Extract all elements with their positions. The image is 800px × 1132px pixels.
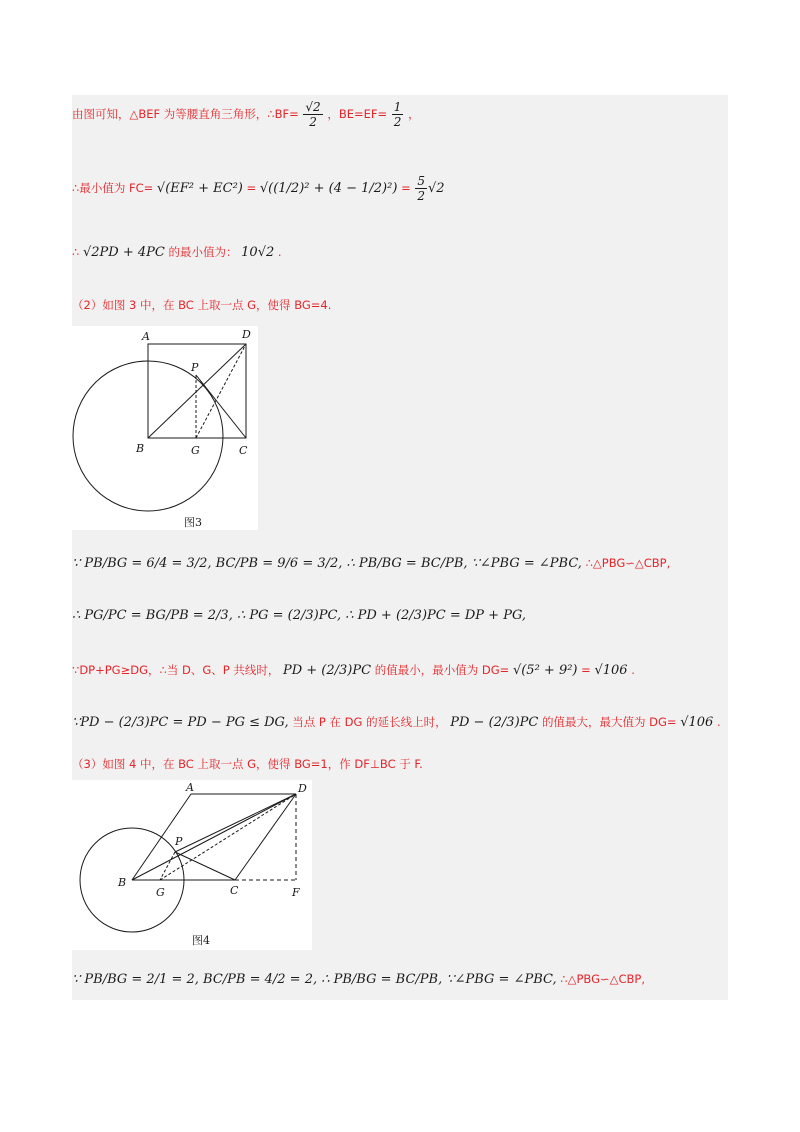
label-p: P (191, 361, 199, 374)
figure-3 (72, 326, 258, 530)
line-min-dg (72, 662, 635, 678)
text-segment: = (401, 181, 411, 195)
text-segment: 由图可知，△BEF 为等腰直角三角形，∴BF= (72, 107, 299, 121)
dg-value: √106 (594, 663, 628, 678)
text-segment: ∵DP+PG≥DG，∴当 D、G、P 共线时， (72, 663, 280, 677)
text-segment: . (716, 715, 721, 729)
ratio-expression: ∵ PB/BG = 6/4 = 3/2, BC/PB = 9/6 = 3/2, ∴ PB/BG = BC/PB, ∵∠PBG = ∠PBC, (72, 556, 582, 571)
text-segment: . (277, 245, 282, 259)
label-c: C (239, 444, 248, 457)
similarity-conclusion: ∴△PBG∽△CBP, (585, 556, 671, 570)
figure-4-diagram (72, 780, 312, 950)
line-similar-triangles-1 (72, 556, 670, 571)
text-segment: ， (408, 107, 420, 121)
numerator: 1 (393, 100, 402, 114)
label-b: B (118, 876, 127, 889)
result-root: √2 (428, 181, 445, 196)
similarity-conclusion: ∴△PBG∽△CBP, (560, 972, 645, 986)
figure-3-diagram (72, 326, 258, 530)
segment-gd (196, 344, 246, 438)
text-segment: ∴ (72, 245, 80, 259)
denominator: 2 (393, 115, 402, 129)
label-d: D (298, 782, 307, 795)
label-b: B (136, 442, 145, 455)
line-min-fc (72, 174, 445, 203)
line-part3-heading: （3）如图 4 中，在 BC 上取一点 G，使得 BG=1，作 DF⊥BC 于 F. (72, 757, 423, 771)
inequality-expression: ∵PD − (2/3)PC = PD − PG ≤ DG, (72, 715, 289, 730)
line-bef-triangle (72, 100, 420, 129)
label-a: A (142, 330, 150, 343)
line-max-dg (72, 714, 721, 730)
label-g: G (191, 444, 200, 457)
figure-4-caption: 图4 (192, 934, 210, 947)
fc-substitution: √((1/2)² + (4 − 1/2)²) (259, 181, 398, 196)
segment-pg (160, 852, 175, 880)
dg-root: √(5² + 9²) (512, 663, 578, 678)
pd-pc-expression: PD + (2/3)PC (282, 663, 372, 678)
pd-pc-expression: PD − (2/3)PC (450, 715, 539, 730)
text-segment: . (631, 663, 635, 677)
bf-fraction (303, 100, 322, 129)
text-segment: 的最小值为： (168, 245, 238, 259)
text-segment: 的值最小，最小值为 DG= (374, 663, 510, 677)
line-similar-triangles-2 (72, 972, 645, 987)
line-pg-relation (72, 608, 526, 623)
figure-3-caption: 图3 (184, 516, 202, 529)
segment-pd (175, 794, 296, 852)
text-segment: = (246, 181, 257, 195)
be-fraction (392, 100, 404, 129)
line-part2-heading: （2）如图 3 中，在 BC 上取一点 G，使得 BG=4. (72, 298, 332, 312)
label-f: F (292, 886, 300, 899)
label-a: A (186, 781, 194, 794)
label-g: G (156, 886, 165, 899)
numerator: √2 (305, 100, 321, 114)
label-d: D (242, 328, 251, 341)
segment-pc (196, 375, 246, 438)
segment-bd (148, 344, 246, 438)
text-segment: ∴最小值为 FC= (72, 181, 154, 195)
result-fraction (415, 174, 427, 203)
dg-value: √106 (680, 715, 714, 730)
denominator: 2 (417, 189, 426, 203)
segment-bd (132, 794, 296, 880)
ratio-expression: ∵ PB/BG = 2/1 = 2, BC/PB = 4/2 = 2, ∴ PB/BG = BC/PB, ∵∠PBG = ∠PBC, (72, 972, 557, 987)
segment-cd (235, 794, 296, 880)
min-value: 10√2 (241, 245, 275, 260)
fc-expression: √(EF² + EC²) (156, 181, 243, 196)
text-segment: 的值最大，最大值为 DG= (542, 715, 677, 729)
line-min-value (72, 244, 282, 260)
label-c: C (230, 884, 239, 897)
text-segment: ，BE=EF= (327, 107, 388, 121)
numerator: 5 (417, 174, 426, 188)
denominator: 2 (309, 115, 317, 129)
label-p: P (175, 835, 183, 848)
pg-expression: ∴ PG/PC = BG/PB = 2/3, ∴ PG = (2/3)PC, ∴ PD + (2/3)PC = DP + PG, (72, 608, 526, 623)
min-expression: √2PD + 4PC (82, 245, 165, 260)
text-segment: = (581, 663, 591, 677)
text-segment: 当点 P 在 DG 的延长线上时， (292, 715, 447, 729)
figure-4 (72, 780, 312, 950)
